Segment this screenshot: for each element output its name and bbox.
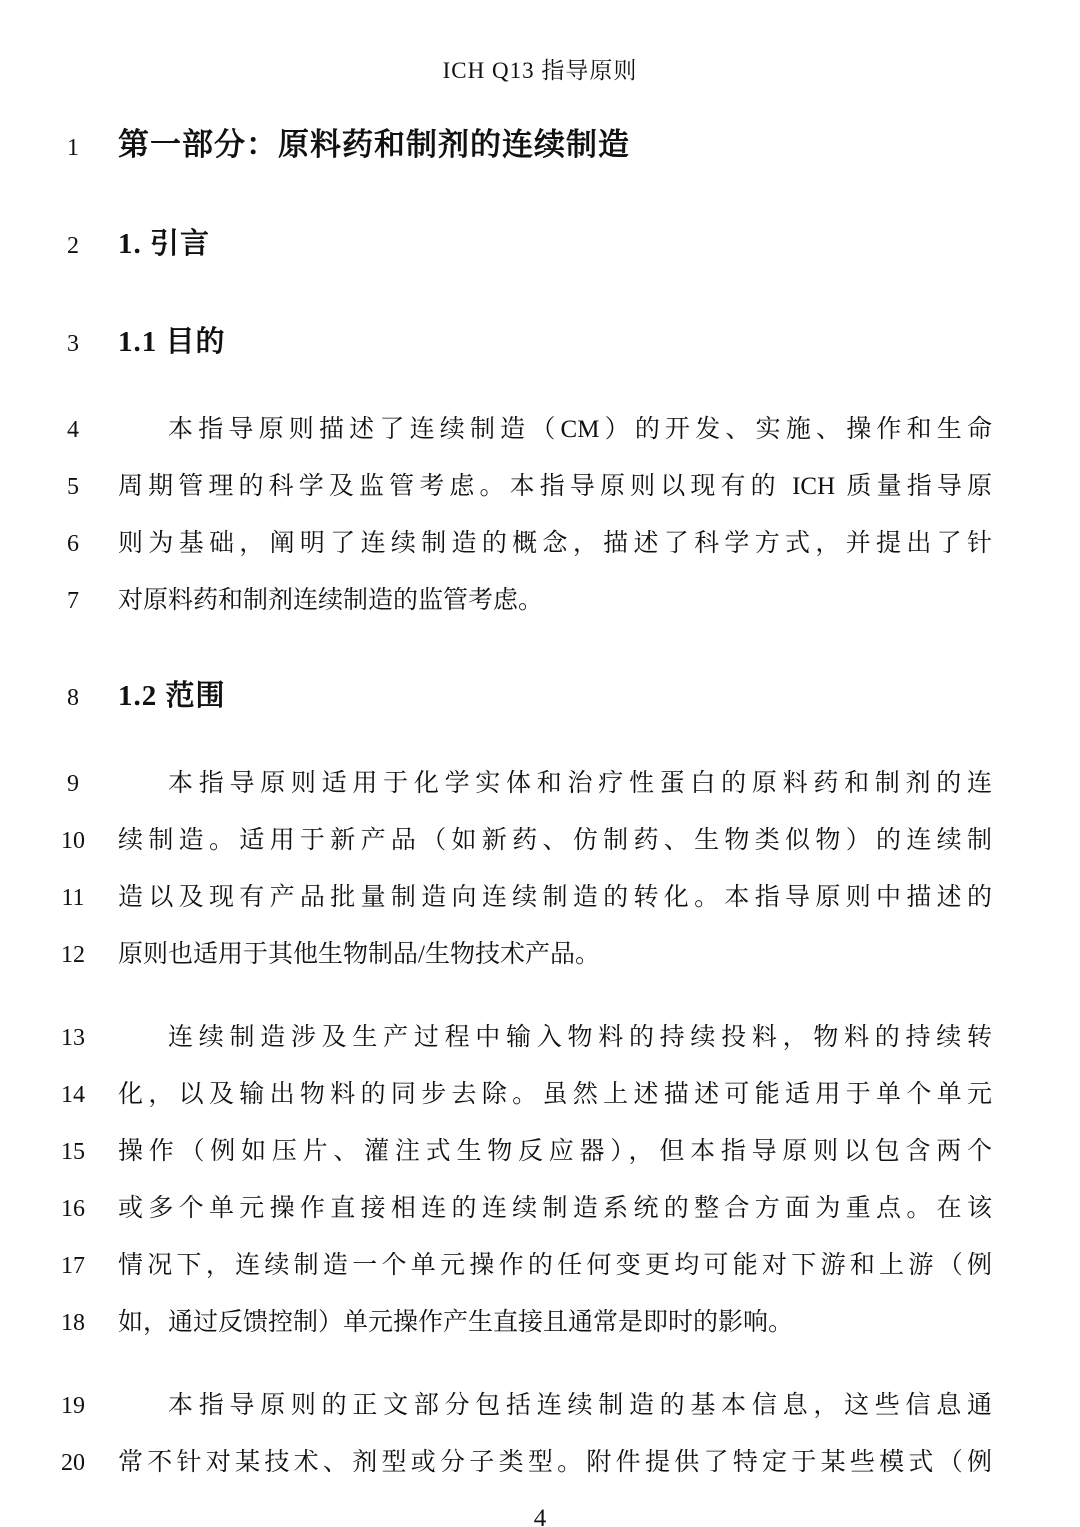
line-number: 16: [61, 1196, 85, 1222]
line-number: 10: [61, 828, 85, 854]
line-number: 6: [67, 531, 79, 557]
line-number: 20: [61, 1450, 85, 1476]
document-line: [0, 755, 1080, 812]
line-text: 对原料药和制剂连续制造的监管考虑。: [118, 587, 544, 614]
document-line: [0, 113, 1080, 177]
document-line: [0, 1066, 1080, 1123]
line-number: 11: [61, 885, 85, 911]
line-text: 原则也适用于其他生物制品/生物技术产品。: [118, 941, 600, 968]
line-number: 19: [61, 1393, 85, 1419]
document-header-title: ICH Q13 指导原则: [442, 58, 638, 83]
line-text: 操作（例如压片、灌注式生物反应器），但本指导原则以包含两个: [118, 1138, 992, 1165]
line-text: 1.1 目的: [118, 326, 226, 358]
line-text: 周期管理的科学及监管考虑。本指导原则以现有的 ICH 质量指导原: [118, 473, 992, 500]
line-text: 第一部分：原料药和制剂的连续制造: [118, 127, 630, 162]
line-text: 常不针对某技术、剂型或分子类型。附件提供了特定于某些模式（例: [118, 1449, 992, 1476]
document-line: [0, 572, 1080, 629]
document-line: [0, 1237, 1080, 1294]
line-text: 1. 引言: [118, 228, 211, 260]
line-number: 7: [67, 588, 79, 614]
document-line: [0, 869, 1080, 926]
document-line: [0, 665, 1080, 727]
document-body: [0, 113, 1080, 1491]
document-line: [0, 1123, 1080, 1180]
line-number: 18: [61, 1310, 85, 1336]
line-text: 化，以及输出物料的同步去除。虽然上述描述可能适用于单个单元: [118, 1081, 992, 1108]
document-line: [0, 401, 1080, 458]
line-number: 14: [61, 1082, 85, 1108]
line-number: 15: [61, 1139, 85, 1165]
line-number: 13: [61, 1025, 85, 1051]
document-line: [0, 1009, 1080, 1066]
line-text: 如，通过反馈控制）单元操作产生直接且通常是即时的影响。: [118, 1309, 794, 1336]
line-text: 1.2 范围: [118, 680, 226, 712]
line-number: 1: [67, 135, 79, 161]
document-line: [0, 515, 1080, 572]
line-number: 8: [67, 685, 79, 711]
document-line: [0, 1434, 1080, 1491]
line-number: 4: [67, 417, 79, 443]
document-line: [0, 1377, 1080, 1434]
line-number: 3: [67, 331, 79, 357]
line-text: 本指导原则适用于化学实体和治疗性蛋白的原料药和制剂的连: [168, 770, 992, 797]
line-text: 续制造。适用于新产品（如新药、仿制药、生物类似物）的连续制: [118, 827, 992, 854]
line-text: 本指导原则的正文部分包括连续制造的基本信息，这些信息通: [168, 1392, 992, 1419]
line-text: 连续制造涉及生产过程中输入物料的持续投料，物料的持续转: [168, 1024, 992, 1051]
document-line: [0, 812, 1080, 869]
line-number: 12: [61, 942, 85, 968]
line-text: 造以及现有产品批量制造向连续制造的转化。本指导原则中描述的: [118, 884, 992, 911]
line-text: 则为基础，阐明了连续制造的概念，描述了科学方式，并提出了针: [118, 530, 992, 557]
document-line: [0, 926, 1080, 983]
document-line: [0, 1180, 1080, 1237]
line-text: 本指导原则描述了连续制造（CM）的开发、实施、操作和生命: [168, 416, 992, 443]
document-line: [0, 458, 1080, 515]
line-number: 2: [67, 233, 79, 259]
line-text: 或多个单元操作直接相连的连续制造系统的整合方面为重点。在该: [118, 1195, 992, 1222]
document-line: [0, 1294, 1080, 1351]
line-text: 情况下，连续制造一个单元操作的任何变更均可能对下游和上游（例: [118, 1252, 992, 1279]
document-line: [0, 213, 1080, 275]
line-number: 5: [67, 474, 79, 500]
line-number: 17: [61, 1253, 85, 1279]
line-number: 9: [67, 771, 79, 797]
page-number: 4: [533, 1505, 547, 1527]
document-line: [0, 311, 1080, 373]
